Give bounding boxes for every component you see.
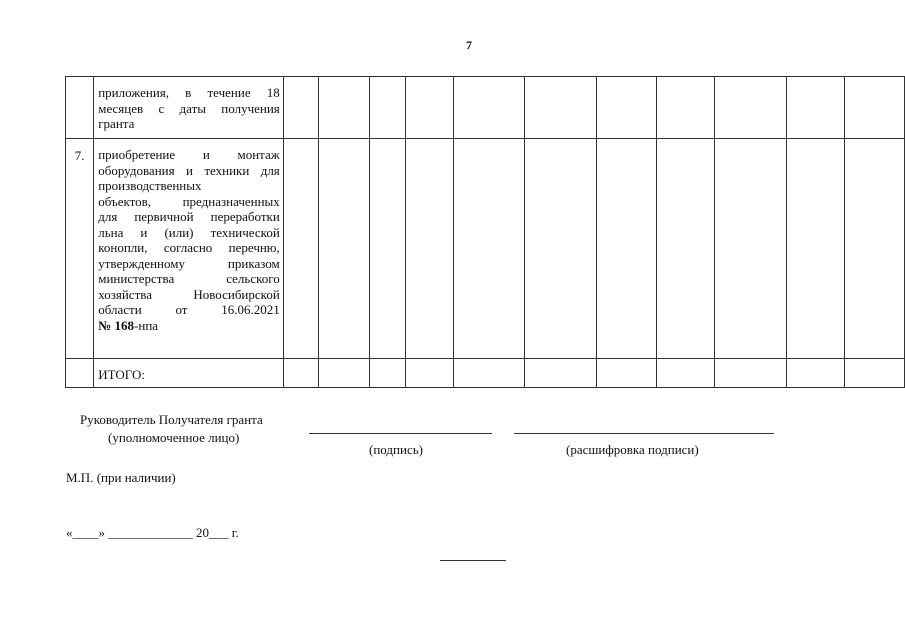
- table-cell: [597, 139, 656, 359]
- table-cell: [454, 359, 525, 388]
- head-title: Руководитель Получателя гранта: [80, 412, 263, 427]
- table-cell: [787, 77, 845, 139]
- table-cell: [454, 77, 525, 139]
- table-cell: [597, 77, 656, 139]
- table-cell: [525, 359, 597, 388]
- table-cell: [525, 77, 597, 139]
- table-cell: [845, 359, 905, 388]
- table-cell: [715, 359, 787, 388]
- table-cell: [405, 77, 454, 139]
- table-cell: [656, 359, 714, 388]
- table-cell: [283, 139, 318, 359]
- table-cell: [656, 139, 714, 359]
- signature-line: [309, 433, 492, 434]
- table-row: [66, 139, 905, 359]
- table-cell: [656, 77, 714, 139]
- row-description: приложения, в течение 18 месяцев с даты получения гранта: [94, 77, 284, 139]
- page-number: 7: [466, 38, 472, 52]
- total-label: ИТОГО:: [94, 359, 284, 388]
- table-cell: [370, 359, 405, 388]
- table-cell: [597, 359, 656, 388]
- row-number: [66, 77, 94, 139]
- decode-caption: (расшифровка подписи): [566, 442, 699, 457]
- date-line: «____» _____________ 20___ г.: [66, 525, 239, 540]
- signature-caption: (подпись): [369, 442, 423, 457]
- decode-line: [514, 433, 774, 434]
- table-cell: [454, 139, 525, 359]
- table-cell: [283, 77, 318, 139]
- table-cell: [283, 359, 318, 388]
- row-number: [66, 359, 94, 388]
- head-subtitle: (уполномоченное лицо): [108, 430, 240, 445]
- table-row: [66, 77, 905, 139]
- table-cell: [525, 139, 597, 359]
- table-cell: [845, 77, 905, 139]
- table-cell: [405, 359, 454, 388]
- table-cell: [405, 139, 454, 359]
- table-row: [66, 359, 905, 388]
- table-cell: [715, 77, 787, 139]
- table-cell: [370, 139, 405, 359]
- table-cell: [787, 139, 845, 359]
- table-cell: [319, 139, 370, 359]
- table-cell: [370, 77, 405, 139]
- end-rule: [440, 560, 506, 561]
- grant-table: [65, 76, 905, 388]
- row-number: 7.: [66, 139, 94, 359]
- table-cell: [319, 77, 370, 139]
- table-cell: [715, 139, 787, 359]
- table-cell: [787, 359, 845, 388]
- row-description: приобретение и монтаж оборудования и техники для производственных объектов, предназначенных для первичной переработки льна и (или) технической конопли, согласно перечню, утвержденному приказом министерства сельского хозяйства Новосибирской области от 16.06.2021 № 168-нпа: [94, 139, 284, 359]
- table-cell: [319, 359, 370, 388]
- stamp-note: М.П. (при наличии): [66, 470, 176, 485]
- table-cell: [845, 139, 905, 359]
